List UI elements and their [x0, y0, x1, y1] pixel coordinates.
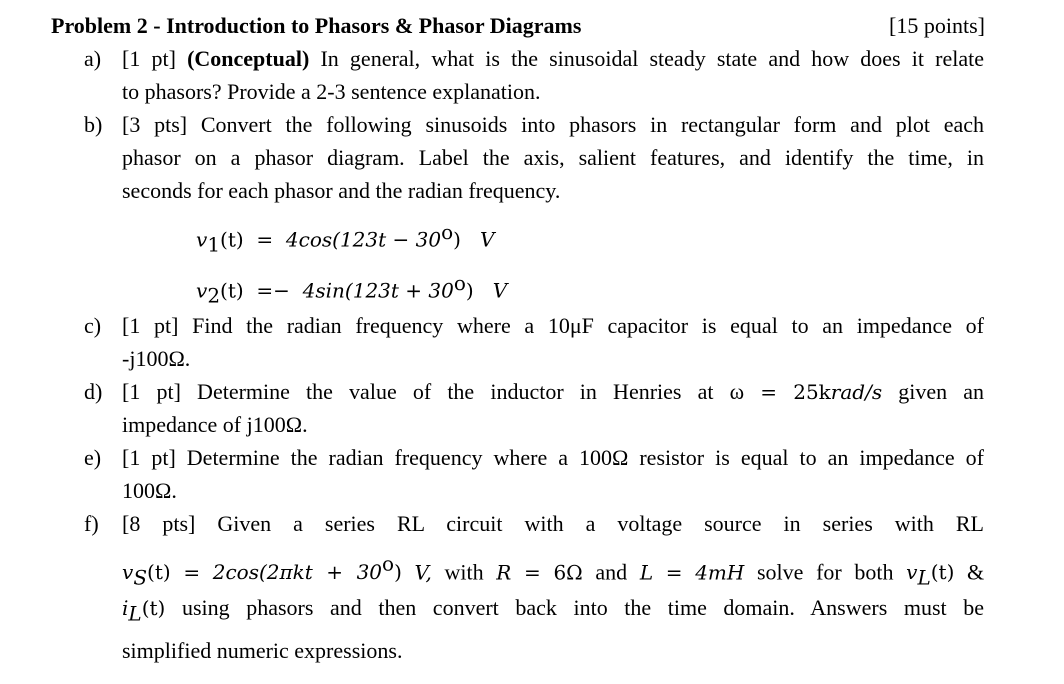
equation-v1: [196, 215, 494, 262]
part-a-line-2: to phasors? Provide a 2-3 sentence explanation.: [122, 79, 541, 104]
part-d-text-2: given an: [898, 379, 985, 404]
f-r: R: [496, 560, 512, 585]
f-ampersand: &: [967, 559, 985, 585]
f-il-rest: (t): [141, 596, 166, 620]
f-il: i: [122, 596, 129, 620]
f-and: and: [595, 559, 628, 585]
f-vl: v: [906, 560, 918, 585]
f-with: with: [444, 559, 484, 585]
part-b-letter: b): [84, 112, 103, 137]
problem-points: [15 points]: [889, 13, 985, 38]
f-vl-sub: L: [917, 565, 931, 590]
part-e-line-1: [1 pt] Determine the radian frequency where a 100Ω resistor is equal to an impedance of: [122, 445, 984, 470]
part-d-line-2: impedance of j100Ω.: [122, 412, 308, 437]
part-d-unit: rad/s: [830, 380, 883, 404]
part-d-omega: ω: [729, 379, 745, 404]
part-b-line-1: [3 pts] Convert the following sinusoids into phasors in rectangular form and plot each: [122, 112, 984, 137]
f-expr: 2cos(2πkt + 30: [212, 560, 383, 585]
eq2-close: ): [465, 278, 474, 303]
part-f-line-1: [8 pts] Given a series RL circuit with a voltage source in series with RL: [122, 511, 984, 536]
part-d-value: 25k: [793, 380, 831, 404]
equation-v2: [196, 266, 507, 313]
part-a-text-1: In general, what is the sinusoidal steady state and how does it relate: [320, 46, 984, 71]
part-b-line-3: seconds for each phasor and the radian frequency.: [122, 178, 561, 203]
part-c-letter: c): [84, 313, 102, 338]
problem-title: Problem 2 - Introduction to Phasors & Phasor Diagrams: [51, 13, 582, 38]
eq1-rhs: 4cos(123t − 30: [285, 227, 442, 252]
eq2-rhs: 4sin(123t + 30: [302, 278, 454, 303]
f-degree: o: [382, 552, 395, 576]
part-a-line-1: [122, 42, 984, 75]
eq1-var: v: [196, 227, 208, 252]
f-close: ): [394, 560, 402, 585]
part-d-line-1: [122, 375, 984, 409]
part-e-line-2: 100Ω.: [122, 478, 177, 503]
eq1-unit: V: [480, 227, 495, 252]
part-f-letter: f): [84, 511, 99, 536]
f-l: L: [639, 560, 654, 585]
eq2-var: v: [196, 278, 208, 303]
part-e-letter: e): [84, 445, 102, 470]
part-f-line-3: [122, 591, 984, 630]
part-a-letter: a): [84, 46, 102, 71]
f-vs: v: [122, 560, 134, 585]
f-solve: solve for both: [756, 559, 894, 585]
part-d-letter: d): [84, 379, 103, 404]
eq1-degree: o: [441, 220, 454, 244]
eq2-degree: o: [453, 271, 466, 295]
part-d-equals: =: [760, 380, 778, 404]
f-equals: =: [183, 560, 201, 585]
eq2-unit: V: [492, 278, 508, 303]
eq1-equals: =: [256, 227, 274, 252]
part-c-line-2: -j100Ω.: [122, 346, 191, 371]
part-d-text-1: [1 pt] Determine the value of the inductor in Henries at: [122, 379, 714, 404]
part-f-line-2: [122, 548, 984, 595]
f-r-equals: =: [524, 560, 541, 585]
eq2-sub: 2: [207, 283, 221, 308]
eq2-lhs: (t): [220, 278, 244, 303]
part-f-line-4: simplified numeric expressions.: [122, 638, 403, 663]
f-l-equals: =: [665, 560, 683, 585]
f-unit: V,: [414, 560, 432, 585]
eq1-close: ): [453, 227, 461, 252]
f-r-value: 6Ω: [553, 560, 583, 585]
part-b-line-2: phasor on a phasor diagram. Label the axis, salient features, and identify the time, in: [122, 145, 984, 170]
part-a-points: [1 pt]: [122, 46, 176, 71]
f-il-sub: L: [128, 601, 142, 626]
f-vs-rest: (t): [147, 560, 171, 585]
f-vs-sub: S: [133, 565, 148, 590]
part-a-tag: (Conceptual): [187, 46, 310, 71]
eq1-lhs: (t): [220, 227, 244, 252]
problem-header: [51, 10, 985, 42]
f-l-value: 4mH: [695, 560, 745, 585]
part-c-line-1: [1 pt] Find the radian frequency where a 10μF capacitor is equal to an impedance of: [122, 313, 984, 338]
eq1-sub: 1: [207, 232, 221, 257]
f-line3-text: using phasors and then convert back into the time domain. Answers must be: [181, 595, 985, 620]
eq2-equals: =−: [256, 278, 290, 303]
f-vl-rest: (t): [930, 560, 955, 585]
